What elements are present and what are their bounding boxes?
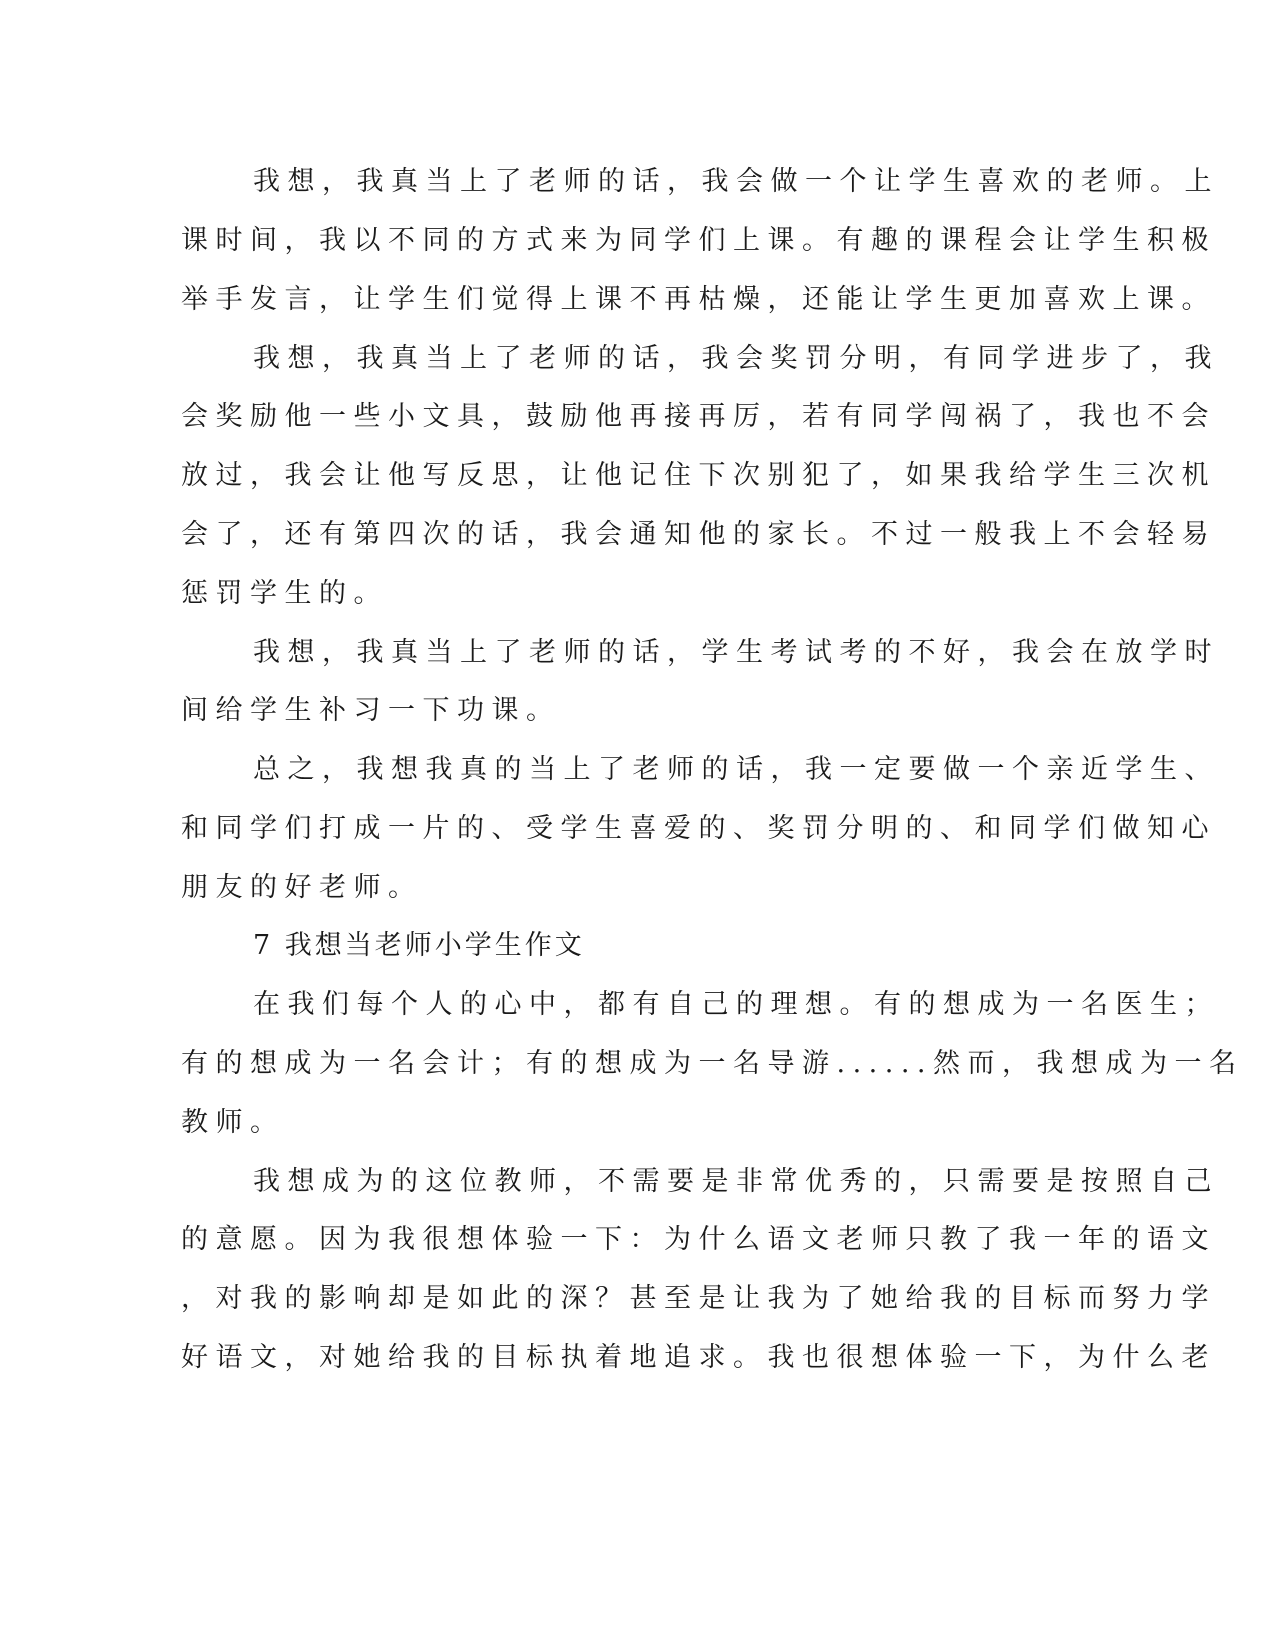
text-line: 和同学们打成一片的、受学生喜爱的、奖罚分明的、和同学们做知心	[181, 813, 1216, 844]
text-line: 放过，我会让他写反思，让他记住下次别犯了，如果我给学生三次机	[181, 460, 1216, 491]
text-line: 会了，还有第四次的话，我会通知他的家长。不过一般我上不会轻易	[181, 519, 1216, 550]
text-line: 举手发言，让学生们觉得上课不再枯燥，还能让学生更加喜欢上课。	[181, 284, 1216, 315]
text-line: 的意愿。因为我很想体验一下：为什么语文老师只教了我一年的语文	[181, 1224, 1216, 1255]
section-heading: 7 我想当老师小学生作文	[253, 930, 585, 961]
text-line: 好语文，对她给我的目标执着地追求。我也很想体验一下，为什么老	[181, 1342, 1216, 1373]
text-line: 我想，我真当上了老师的话，我会奖罚分明，有同学进步了，我	[253, 343, 1219, 374]
text-line: 在我们每个人的心中，都有自己的理想。有的想成为一名医生；	[253, 989, 1219, 1020]
text-line: 课时间，我以不同的方式来为同学们上课。有趣的课程会让学生积极	[181, 225, 1216, 256]
text-line: 我想，我真当上了老师的话，我会做一个让学生喜欢的老师。上	[253, 166, 1219, 197]
text-line: 有的想成为一名会计；有的想成为一名导游......然而，我想成为一名	[181, 1048, 1244, 1079]
text-line: 会奖励他一些小文具，鼓励他再接再厉，若有同学闯祸了，我也不会	[181, 401, 1216, 432]
text-line: 我想成为的这位教师，不需要是非常优秀的，只需要是按照自己	[253, 1166, 1219, 1197]
text-line: 教师。	[181, 1107, 285, 1138]
text-line: 我想，我真当上了老师的话，学生考试考的不好，我会在放学时	[253, 637, 1219, 668]
text-line: 间给学生补习一下功课。	[181, 695, 561, 726]
text-line: 朋友的好老师。	[181, 872, 423, 903]
text-line: 惩罚学生的。	[181, 578, 388, 609]
text-line: 总之，我想我真的当上了老师的话，我一定要做一个亲近学生、	[253, 754, 1219, 785]
text-line: ，对我的影响却是如此的深？甚至是让我为了她给我的目标而努力学	[181, 1283, 1216, 1314]
